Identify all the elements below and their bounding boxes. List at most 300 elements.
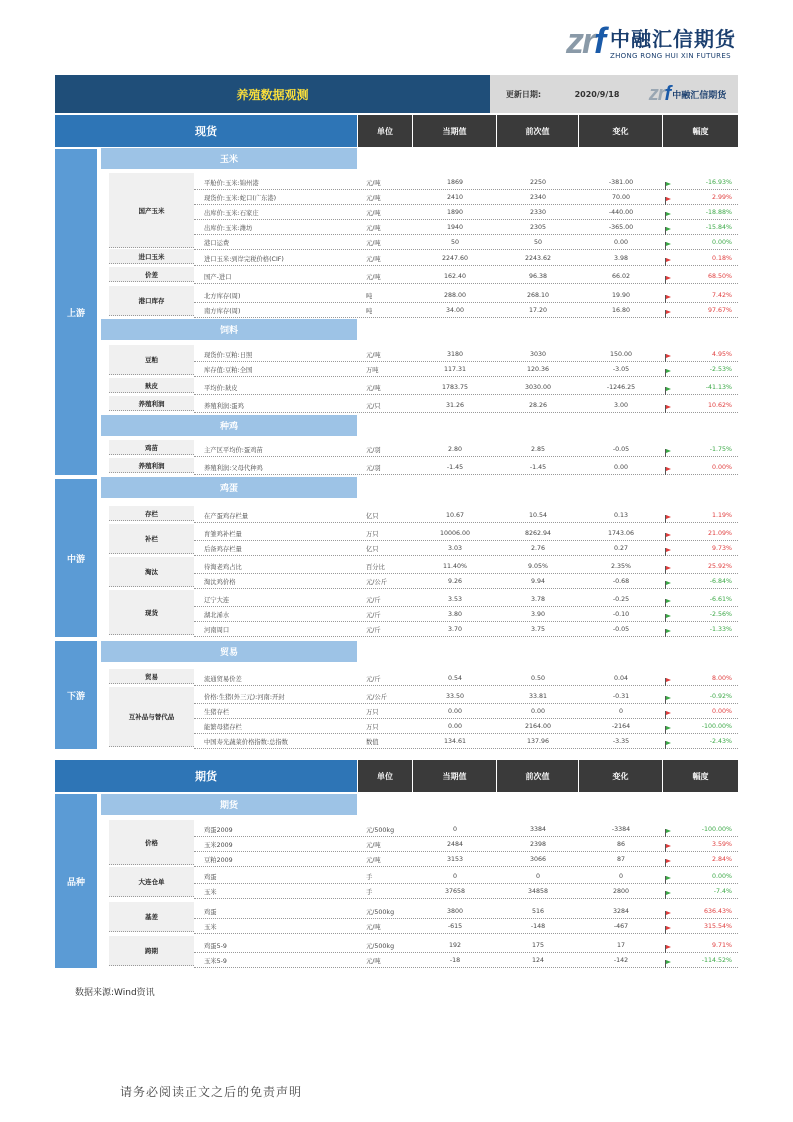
table-row: [194, 938, 738, 953]
current-value: 2.80: [447, 445, 463, 453]
current-value: 1940: [446, 223, 464, 231]
flag-icon: [665, 696, 671, 704]
previous-value: 0: [535, 872, 540, 880]
flag-icon: [665, 548, 671, 556]
change-value: 0.00: [613, 238, 629, 246]
previous-value: 2398: [529, 840, 547, 848]
indicator-name: 辽宁大连: [204, 596, 230, 604]
previous-value: 2340: [529, 193, 547, 201]
flag-icon: [665, 227, 671, 235]
rate-value: 21.09%: [707, 529, 732, 537]
previous-value: 50: [533, 238, 542, 246]
table-row: [194, 380, 738, 395]
previous-value: 9.05%: [527, 562, 548, 570]
previous-value: 516: [531, 907, 545, 915]
group-soymeal: 豆粕: [109, 345, 194, 375]
table-row: [194, 607, 738, 622]
table-row: [194, 671, 738, 686]
table-row: [194, 205, 738, 220]
current-value: 50: [450, 238, 459, 246]
previous-value: 2.85: [530, 445, 546, 453]
col-unit-f: 单位: [357, 760, 412, 792]
table-row: [194, 719, 738, 734]
rate-value: 636.43%: [703, 907, 732, 915]
indicator-name: 能繁母猪存栏: [204, 723, 242, 731]
logo-en: ZHONG RONG HUI XIN FUTURES: [610, 51, 731, 60]
change-value: -365.00: [608, 223, 634, 231]
logo-mark: zrf: [566, 20, 605, 61]
indicator-name: 豆粕2009: [204, 856, 233, 864]
flag-icon: [665, 960, 671, 968]
rate-value: -15.84%: [705, 223, 732, 231]
indicator-name: 主产区平均价:蛋鸡苗: [204, 446, 263, 454]
change-value: -440.00: [608, 208, 634, 216]
flag-icon: [665, 891, 671, 899]
previous-value: 124: [531, 956, 545, 964]
table-row: [194, 559, 738, 574]
flag-icon: [665, 599, 671, 607]
unit-cell: 数值: [366, 738, 379, 746]
current-value: 31.26: [445, 401, 465, 409]
current-value: 0.54: [447, 674, 463, 682]
rate-value: 8.00%: [711, 674, 732, 682]
rate-value: 0.18%: [711, 254, 732, 262]
flag-icon: [665, 859, 671, 867]
col-current: 当期值: [412, 115, 496, 147]
previous-value: 2250: [529, 178, 547, 186]
table-row: [194, 689, 738, 704]
change-value: -467: [613, 922, 629, 930]
flag-icon: [665, 629, 671, 637]
change-value: -0.05: [612, 445, 630, 453]
previous-value: 175: [531, 941, 545, 949]
rate-value: 1.19%: [711, 511, 732, 519]
table-row: [194, 303, 738, 318]
group-f-warrant: 大连仓单: [109, 867, 194, 897]
change-value: 3.98: [613, 254, 629, 262]
unit-cell: 手: [366, 888, 373, 896]
previous-value: 10.54: [528, 511, 548, 519]
flag-icon: [665, 405, 671, 413]
rate-value: -2.53%: [709, 365, 732, 373]
flag-icon: [665, 449, 671, 457]
indicator-name: 库存值:豆粕:全国: [204, 366, 253, 374]
indicator-name: 鸡蛋: [204, 908, 217, 916]
group-f-price: 价格: [109, 820, 194, 865]
previous-value: 3.75: [530, 625, 546, 633]
unit-cell: 手: [366, 873, 373, 881]
rate-value: -100.00%: [701, 825, 732, 833]
unit-cell: 元/羽: [366, 464, 381, 472]
rate-value: 9.73%: [711, 544, 732, 552]
previous-value: 17.20: [528, 306, 548, 314]
indicator-name: 生猪存栏: [204, 708, 230, 716]
change-value: 1743.06: [607, 529, 635, 537]
unit-cell: 元/羽: [366, 446, 381, 454]
previous-value: 8262.94: [524, 529, 552, 537]
group-stock: 存栏: [109, 506, 194, 521]
indicator-name: 后备鸡存栏量: [204, 545, 242, 553]
unit-cell: 元/吨: [366, 255, 381, 263]
rate-value: -1.75%: [709, 445, 732, 453]
flag-icon: [665, 726, 671, 734]
title-bar: [55, 75, 738, 113]
unit-cell: 元/吨: [366, 351, 381, 359]
group-domestic-corn: 国产玉米: [109, 173, 194, 248]
indicator-name: 平舱价:玉米:锦州港: [204, 179, 259, 187]
indicator-name: 养殖利润:蛋鸡: [204, 402, 244, 410]
indicator-name: 国产-进口: [204, 273, 232, 281]
table-row: [194, 953, 738, 968]
flag-icon: [665, 258, 671, 266]
section-midstream: 中游: [55, 479, 97, 637]
rate-value: 2.99%: [711, 193, 732, 201]
unit-cell: 元/吨: [366, 923, 381, 931]
change-value: -0.05: [612, 625, 630, 633]
unit-cell: 元/吨: [366, 384, 381, 392]
change-value: 70.00: [611, 193, 631, 201]
previous-value: 0.50: [530, 674, 546, 682]
change-value: -0.68: [612, 577, 630, 585]
current-value: 34.00: [445, 306, 465, 314]
indicator-name: 玉米2009: [204, 841, 233, 849]
rate-value: 0.00%: [711, 707, 732, 715]
change-value: 3.00: [613, 401, 629, 409]
rate-value: 9.71%: [711, 941, 732, 949]
unit-cell: 元/吨: [366, 209, 381, 217]
unit-cell: 元/吨: [366, 224, 381, 232]
unit-cell: 元/斤: [366, 596, 381, 604]
flag-icon: [665, 515, 671, 523]
unit-cell: 吨: [366, 307, 373, 315]
current-value: 1869: [446, 178, 464, 186]
rate-value: -114.52%: [701, 956, 732, 964]
indicator-name: 鸡蛋2009: [204, 826, 233, 834]
table-row: [194, 235, 738, 250]
table-row: [194, 190, 738, 205]
group-breeder-profit: 养殖利润: [109, 458, 194, 473]
unit-cell: 元/斤: [366, 626, 381, 634]
change-value: 86: [616, 840, 625, 848]
group-trade: 贸易: [109, 669, 194, 684]
current-value: 11.40%: [442, 562, 467, 570]
change-value: 17: [616, 941, 625, 949]
change-value: 0: [618, 707, 623, 715]
table-row: [194, 220, 738, 235]
rate-value: -2.56%: [709, 610, 732, 618]
current-value: 162.40: [443, 272, 467, 280]
change-value: 0: [618, 872, 623, 880]
col-rate: 幅度: [662, 115, 738, 147]
previous-value: 2164.00: [524, 722, 552, 730]
rate-value: 25.92%: [707, 562, 732, 570]
current-value: 2410: [446, 193, 464, 201]
unit-cell: 元/斤: [366, 675, 381, 683]
group-spread: 价差: [109, 267, 194, 282]
section-downstream: 下游: [55, 641, 97, 749]
rate-value: -100.00%: [701, 722, 732, 730]
table-row: [194, 508, 738, 523]
current-value: 288.00: [443, 291, 467, 299]
indicator-name: 玉米5-9: [204, 957, 227, 965]
col-change-f: 变化: [578, 760, 662, 792]
rate-value: 315.54%: [703, 922, 732, 930]
rate-value: -0.92%: [709, 692, 732, 700]
previous-value: 28.26: [528, 401, 548, 409]
current-value: 3153: [446, 855, 464, 863]
indicator-name: 平均价:麸皮: [204, 384, 238, 392]
unit-cell: 元/500kg: [366, 908, 395, 916]
previous-value: 2243.62: [524, 254, 552, 262]
previous-value: -1.45: [529, 463, 547, 471]
table-row: [194, 251, 738, 266]
indicator-name: 港口运费: [204, 239, 230, 247]
change-value: 0.13: [613, 511, 629, 519]
rate-value: -6.61%: [709, 595, 732, 603]
category-trade: 贸易: [101, 641, 357, 662]
update-label: 更新日期:: [490, 75, 557, 113]
indicator-name: 北方库存(周): [204, 292, 241, 300]
rate-value: 97.67%: [707, 306, 732, 314]
change-value: -2164: [611, 722, 631, 730]
indicator-name: 出库价:玉米:潍坊: [204, 224, 253, 232]
change-value: -381.00: [608, 178, 634, 186]
indicator-name: 南方库存(周): [204, 307, 241, 315]
unit-cell: 吨: [366, 292, 373, 300]
col-unit: 单位: [357, 115, 412, 147]
group-cull: 淘汰: [109, 557, 194, 587]
indicator-name: 现货价:玉米:蛇口(广东港): [204, 194, 277, 202]
category-corn: 玉米: [101, 148, 357, 169]
previous-value: 3.78: [530, 595, 546, 603]
unit-cell: 元/吨: [366, 273, 381, 281]
current-value: 3180: [446, 350, 464, 358]
table-row: [194, 347, 738, 362]
change-value: 0.27: [613, 544, 629, 552]
current-value: 10.67: [445, 511, 465, 519]
section-variety: 品种: [55, 794, 97, 968]
table-row: [194, 919, 738, 934]
group-bran: 麸皮: [109, 378, 194, 393]
unit-cell: 元/500kg: [366, 826, 395, 834]
disclaimer: 请务必阅读正文之后的免责声明: [120, 1085, 303, 1099]
current-value: 37658: [444, 887, 466, 895]
change-value: 87: [616, 855, 625, 863]
current-value: -615: [447, 922, 463, 930]
unit-cell: 元/斤: [366, 611, 381, 619]
flag-icon: [665, 945, 671, 953]
group-f-basis: 基差: [109, 902, 194, 932]
indicator-name: 在产蛋鸡存栏量: [204, 512, 249, 520]
col-previous-f: 前次值: [496, 760, 578, 792]
indicator-name: 进口玉米:到岸完税价格(CIF): [204, 255, 284, 263]
current-value: 134.61: [443, 737, 467, 745]
rate-value: -16.93%: [705, 178, 732, 186]
previous-value: 9.94: [530, 577, 546, 585]
previous-value: 3030.00: [524, 383, 552, 391]
current-value: 1783.75: [441, 383, 469, 391]
change-value: 2.35%: [610, 562, 631, 570]
table-row: [194, 852, 738, 867]
previous-value: 2330: [529, 208, 547, 216]
indicator-name: 中国寿光蔬菜价格指数:总指数: [204, 738, 288, 746]
previous-value: 2305: [529, 223, 547, 231]
current-value: 9.26: [447, 577, 463, 585]
rate-value: 4.95%: [711, 350, 732, 358]
section-upstream: 上游: [55, 149, 97, 475]
current-value: 10006.00: [439, 529, 471, 537]
category-egg: 鸡蛋: [101, 477, 357, 498]
indicator-name: 鸡蛋: [204, 873, 217, 881]
company-logo: [566, 20, 736, 62]
table-row: [194, 574, 738, 589]
previous-value: 0.00: [530, 707, 546, 715]
change-value: 3284: [612, 907, 630, 915]
rate-value: -2.43%: [709, 737, 732, 745]
table-row: [194, 734, 738, 749]
previous-value: 137.96: [526, 737, 550, 745]
flag-icon: [665, 387, 671, 395]
rate-value: 3.59%: [711, 840, 732, 848]
indicator-name: 玉米: [204, 888, 217, 896]
indicator-name: 现货价:豆粕:日照: [204, 351, 253, 359]
current-value: -18: [449, 956, 461, 964]
previous-value: 3030: [529, 350, 547, 358]
change-value: 19.90: [611, 291, 631, 299]
flag-icon: [665, 614, 671, 622]
indicator-name: 玉米: [204, 923, 217, 931]
table-row: [194, 442, 738, 457]
flag-icon: [665, 310, 671, 318]
group-import-corn: 进口玉米: [109, 249, 194, 264]
current-value: 117.31: [443, 365, 467, 373]
table-row: [194, 526, 738, 541]
group-f-spread: 跨期: [109, 936, 194, 966]
current-value: -1.45: [446, 463, 464, 471]
change-value: 150.00: [609, 350, 633, 358]
rate-value: -7.4%: [713, 887, 732, 895]
rate-value: -41.13%: [705, 383, 732, 391]
current-value: 3800: [446, 907, 464, 915]
logo-cn: 中融汇信期货: [610, 26, 737, 51]
indicator-name: 河南周口: [204, 626, 230, 634]
table-row: [194, 822, 738, 837]
unit-cell: 元/吨: [366, 841, 381, 849]
unit-cell: 元/吨: [366, 194, 381, 202]
table-row: [194, 904, 738, 919]
current-value: 0: [452, 872, 457, 880]
current-value: 3.53: [447, 595, 463, 603]
previous-value: 2.76: [530, 544, 546, 552]
previous-value: 3384: [529, 825, 547, 833]
unit-cell: 万只: [366, 723, 379, 731]
rate-value: 2.84%: [711, 855, 732, 863]
unit-cell: 百分比: [366, 563, 385, 571]
flag-icon: [665, 533, 671, 541]
col-rate-f: 幅度: [662, 760, 738, 792]
unit-cell: 元/公斤: [366, 578, 388, 586]
category-feed: 饲料: [101, 319, 357, 340]
flag-icon: [665, 581, 671, 589]
unit-cell: 亿只: [366, 512, 379, 520]
flag-icon: [665, 829, 671, 837]
table-row: [194, 362, 738, 377]
indicator-name: 育雏鸡补栏量: [204, 530, 242, 538]
unit-cell: 元/吨: [366, 957, 381, 965]
table-row: [194, 269, 738, 284]
group-chick: 鸡苗: [109, 440, 194, 455]
group-substitutes: 互补品与替代品: [109, 687, 194, 747]
unit-cell: 亿只: [366, 545, 379, 553]
current-value: 2484: [446, 840, 464, 848]
table-row: [194, 837, 738, 852]
col-current-f: 当期值: [412, 760, 496, 792]
change-value: 0.00: [613, 463, 629, 471]
flag-icon: [665, 197, 671, 205]
flag-icon: [665, 276, 671, 284]
previous-value: -148: [530, 922, 546, 930]
table-row: [194, 592, 738, 607]
indicator-name: 鸡蛋5-9: [204, 942, 227, 950]
data-source: 数据来源:Wind资讯: [75, 988, 155, 998]
col-change: 变化: [578, 115, 662, 147]
unit-cell: 元/吨: [366, 239, 381, 247]
flag-icon: [665, 566, 671, 574]
change-value: -3.35: [612, 737, 630, 745]
flag-icon: [665, 911, 671, 919]
indicator-name: 湖北浠水: [204, 611, 230, 619]
current-value: 192: [448, 941, 462, 949]
current-value: 1890: [446, 208, 464, 216]
group-port-stock: 港口库存: [109, 286, 194, 316]
previous-value: 3.90: [530, 610, 546, 618]
flag-icon: [665, 926, 671, 934]
flag-icon: [665, 711, 671, 719]
rate-value: -6.84%: [709, 577, 732, 585]
table-row: [194, 288, 738, 303]
change-value: 0.04: [613, 674, 629, 682]
change-value: 66.02: [611, 272, 631, 280]
group-spot: 现货: [109, 590, 194, 635]
table-row: [194, 704, 738, 719]
change-value: -0.10: [612, 610, 630, 618]
flag-icon: [665, 876, 671, 884]
table-row: [194, 175, 738, 190]
indicator-name: 流通贸易价差: [204, 675, 242, 683]
flag-icon: [665, 741, 671, 749]
unit-cell: 元/500kg: [366, 942, 395, 950]
flag-icon: [665, 369, 671, 377]
rate-value: 0.00%: [711, 872, 732, 880]
group-profit: 养殖利润: [109, 396, 194, 411]
col-previous: 前次值: [496, 115, 578, 147]
indicator-name: 待淘老鸡占比: [204, 563, 242, 571]
flag-icon: [665, 467, 671, 475]
change-value: -1246.25: [606, 383, 636, 391]
table-row: [194, 460, 738, 475]
change-value: 2800: [612, 887, 630, 895]
change-value: -0.31: [612, 692, 630, 700]
rate-value: 0.00%: [711, 238, 732, 246]
rate-value: 0.00%: [711, 463, 732, 471]
flag-icon: [665, 678, 671, 686]
rate-value: -1.33%: [709, 625, 732, 633]
flag-icon: [665, 182, 671, 190]
table-row: [194, 541, 738, 556]
indicator-name: 养殖利润:父母代种鸡: [204, 464, 263, 472]
current-value: 33.50: [445, 692, 465, 700]
unit-cell: 元/只: [366, 402, 381, 410]
